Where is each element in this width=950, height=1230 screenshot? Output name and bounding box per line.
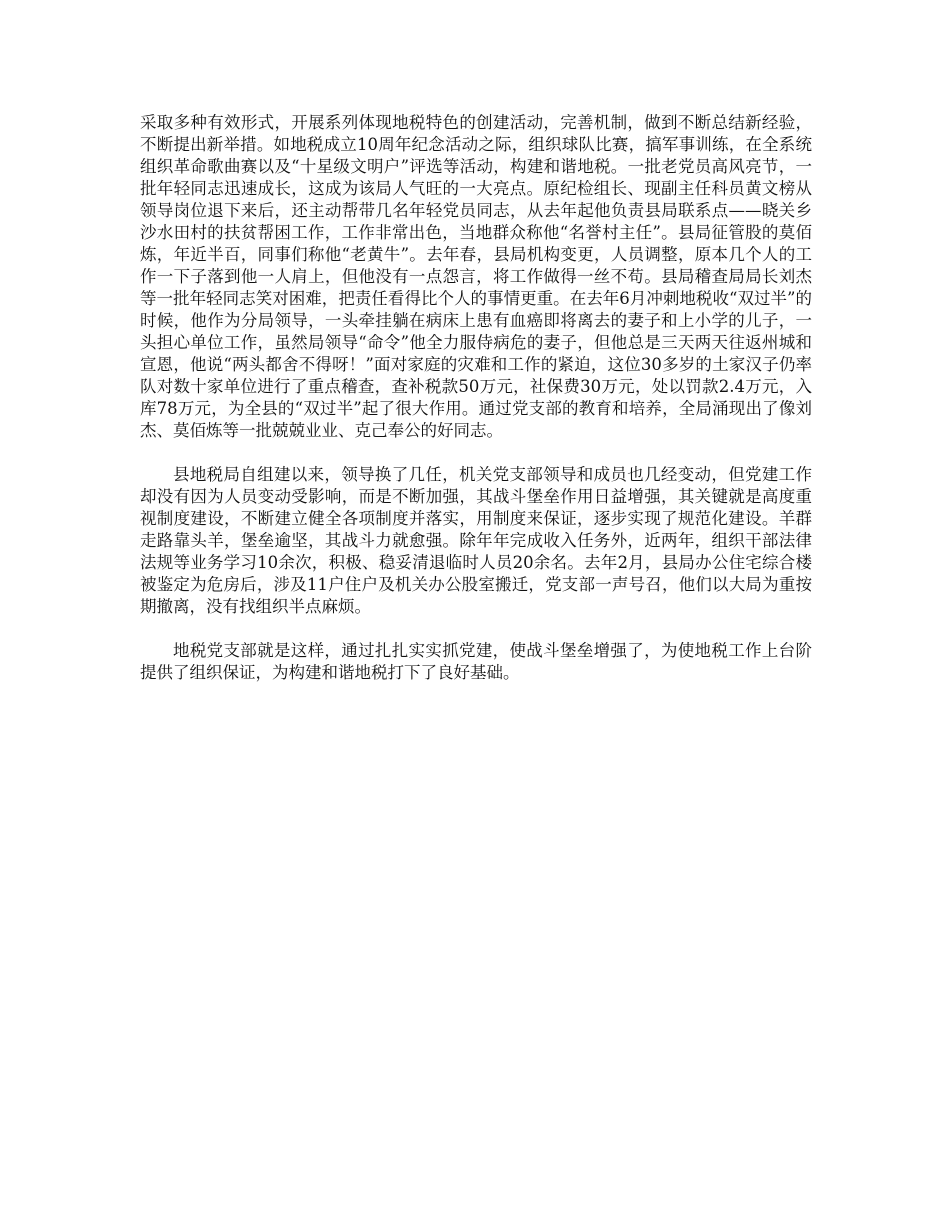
document-body <box>140 112 812 706</box>
paragraph-1: 采取多种有效形式，开展系列体现地税特色的创建活动，完善机制，做到不断总结新经验，不断提出新举措。如地税成立10周年纪念活动之际，组织球队比赛，搞军事训练，在全系统组织革命歌曲赛以及“十星级文明户”评选等活动，构建和谐地税。一批老党员高风亮节，一批年轻同志迅速成长，这成为该局人气旺的一大亮点。原纪检组长、现副主任科员黄文榜从领导岗位退下来后，还主动帮带几名年轻党员同志，从去年起他负责县局联系点——晓关乡沙水田村的扶贫帮困工作，工作非常出色，当地群众称他“名誉村主任”。县局征管股的莫佰炼，年近半百，同事们称他“老黄牛”。去年春，县局机构变更，人员调整，原本几个人的工作一下子落到他一人肩上，但他没有一点怨言，将工作做得一丝不苟。县局稽查局局长刘杰等一批年轻同志笑对困难，把责任看得比个人的事情更重。在去年6月冲刺地税收“双过半”的时候，他作为分局领导，一头牵挂躺在病床上患有血癌即将离去的妻子和上小学的儿子，一头担心单位工作，虽然局领导“命令”他全力服侍病危的妻子，但他总是三天两天往返州城和宣恩，他说“两头都舍不得呀！”面对家庭的灾难和工作的紧迫，这位30多岁的土家汉子仍率队对数十家单位进行了重点稽查，查补税款50万元，社保费30万元，处以罚款2.4万元，入库78万元，为全县的“双过半”起了很大作用。通过党支部的教育和培养，全局涌现出了像刘杰、莫佰炼等一批兢兢业业、克己奉公的好同志。 <box>140 113 812 440</box>
paragraph-3: 地税党支部就是这样，通过扎扎实实抓党建，使战斗堡垒增强了，为使地税工作上台阶提供了组织保证，为构建和谐地税打下了良好基础。 <box>140 641 812 682</box>
paragraph-2: 县地税局自组建以来，领导换了几任，机关党支部领导和成员也几经变动，但党建工作却没有因为人员变动受影响，而是不断加强，其战斗堡垒作用日益增强，其关键就是高度重视制度建设，不断建立健全各项制度并落实，用制度来保证，逐步实现了规范化建设。羊群走路靠头羊，堡垒逾坚，其战斗力就愈强。除年年完成收入任务外，近两年，组织干部法律法规等业务学习10余次，积极、稳妥清退临时人员20余名。去年2月，县局办公住宅综合楼被鉴定为危房后，涉及11户住户及机关办公股室搬迁，党支部一声号召，他们以大局为重按期撤离，没有找组织半点麻烦。 <box>140 465 812 616</box>
